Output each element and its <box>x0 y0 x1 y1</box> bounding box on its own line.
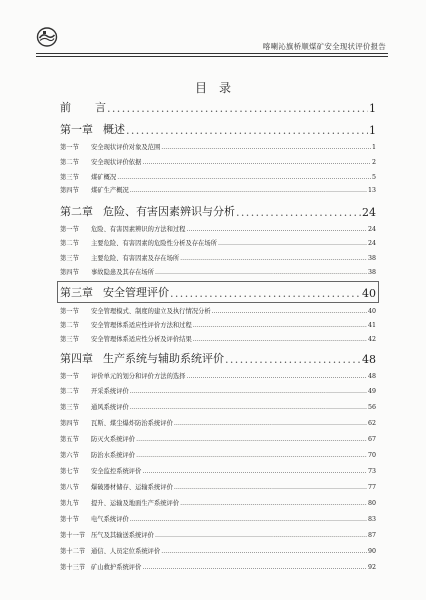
toc-leader <box>161 144 371 151</box>
toc-entry-title: 通风系统评价 <box>91 404 129 411</box>
toc-entry-title: 电气系统评价 <box>91 516 129 523</box>
toc-entry-title: 生产系统与辅助系统评价 <box>103 352 224 365</box>
toc-entry-section[interactable] <box>60 402 376 411</box>
toc-leader <box>142 468 367 475</box>
toc-entry-num: 第四节 <box>60 269 79 276</box>
toc-leader <box>180 500 367 507</box>
toc-leader <box>155 269 367 276</box>
toc-entry-title: 安全现状评价依据 <box>91 159 142 166</box>
toc-entry-page: 48 <box>362 353 376 366</box>
toc-entry-title: 矿山救护系统评价 <box>91 564 142 571</box>
toc-entry-section[interactable] <box>60 238 376 247</box>
toc-entry-title: 安全管理体系适应性评价方法和过程 <box>91 322 192 329</box>
toc-entry-page: 87 <box>367 532 376 539</box>
toc-entry-page: 83 <box>367 516 376 523</box>
toc-entry-num: 第九节 <box>60 500 79 507</box>
toc-entry-section[interactable] <box>60 371 376 380</box>
toc-entry-num: 第一节 <box>60 308 79 315</box>
toc-entry-page: 5 <box>371 174 376 181</box>
toc-entry-page: 13 <box>367 187 376 194</box>
toc-leader <box>225 353 361 366</box>
toc-entry-title: 安全监控系统评价 <box>91 468 142 475</box>
toc-leader <box>155 532 367 539</box>
toc-entry-title: 言 <box>95 101 106 114</box>
toc-entry-num: 第五节 <box>60 436 79 443</box>
toc-entry-page: 77 <box>367 484 376 491</box>
toc-entry-page: 73 <box>367 468 376 475</box>
toc-leader <box>142 159 371 166</box>
toc-entry-title: 开采系统评价 <box>91 388 129 395</box>
toc-entry-section[interactable] <box>60 386 376 395</box>
toc-entry-num: 第二节 <box>60 240 79 247</box>
toc-entry-section[interactable] <box>60 267 376 276</box>
toc-entry-num: 第三节 <box>60 404 79 411</box>
toc-entry-section[interactable] <box>60 157 376 166</box>
toc-entry-page: 41 <box>367 322 376 329</box>
toc-entry-page: 24 <box>362 206 376 219</box>
toc-entry-num: 第八节 <box>60 484 79 491</box>
toc-entry-chapter-3[interactable] <box>60 284 376 300</box>
toc-entry-page: 70 <box>367 452 376 459</box>
toc-leader <box>161 548 367 555</box>
header-rule <box>36 53 388 54</box>
toc-entry-page: 56 <box>367 404 376 411</box>
toc-leader <box>130 187 367 194</box>
toc-leader <box>186 373 367 380</box>
toc-entry-num: 第二节 <box>60 388 79 395</box>
toc-entry-section[interactable] <box>60 418 376 427</box>
toc-entry-title: 危险、有害因素辨识与分析 <box>103 205 235 218</box>
toc-entry-page: 40 <box>367 308 376 315</box>
toc-entry-section[interactable] <box>60 450 376 459</box>
toc-leader <box>130 388 367 395</box>
toc-entry-section[interactable] <box>60 306 376 315</box>
toc-entry-page: 67 <box>367 436 376 443</box>
toc-entry-title: 提升、运输及地面生产系统评价 <box>91 500 180 507</box>
toc-entry-num: 第一章 <box>60 123 93 136</box>
toc-leader <box>193 322 367 329</box>
toc-entry-num: 第一节 <box>60 226 79 233</box>
toc-entry-page: 1 <box>371 144 376 151</box>
toc-leader <box>212 308 367 315</box>
toc-entry-page: 80 <box>367 500 376 507</box>
toc-entry-chapter-2[interactable] <box>60 203 376 219</box>
toc-leader <box>170 287 361 300</box>
header-title: 喀喇沁旗桥顺煤矿安全现状评价报告 <box>262 42 386 51</box>
toc-entry-chapter-4[interactable] <box>60 350 376 366</box>
toc-leader <box>126 124 368 137</box>
toc-entry-title: 压气及其输送系统评价 <box>91 532 154 539</box>
toc-entry-num: 第三节 <box>60 255 79 262</box>
toc-entry-title: 防灭火系统评价 <box>91 436 136 443</box>
toc-entry-section[interactable] <box>60 530 376 539</box>
toc-entry-page: 90 <box>367 548 376 555</box>
toc-entry-page: 2 <box>371 159 376 166</box>
toc-entry-title: 主要危险、有害因素及存在场所 <box>91 255 180 262</box>
toc-entry-page: 1 <box>369 124 376 137</box>
toc-entry-title: 煤矿概况 <box>91 174 117 181</box>
toc-entry-page: 40 <box>362 287 376 300</box>
toc-entry-title: 安全现状评价对象及范围 <box>91 144 161 151</box>
toc-entry-page: 62 <box>367 420 376 427</box>
toc-entry-num: 第十三节 <box>60 564 86 571</box>
toc-leader <box>136 452 367 459</box>
toc-leader <box>218 240 367 247</box>
toc-entry-title: 瓦斯、煤尘爆炸防治系统评价 <box>91 420 173 427</box>
toc-entry-title: 评价单元的划分和评价方法的选择 <box>91 373 186 380</box>
toc-entry-num: 第四节 <box>60 187 79 194</box>
toc-entry-page: 24 <box>367 226 376 233</box>
toc-entry-num: 前 <box>60 101 71 114</box>
toc-leader <box>117 174 371 181</box>
toc-leader <box>136 436 367 443</box>
toc-entry-section[interactable] <box>60 466 376 475</box>
toc-entry-section[interactable] <box>60 498 376 507</box>
toc-entry-page: 92 <box>367 564 376 571</box>
toc-entry-section[interactable] <box>60 224 376 233</box>
toc-entry-section[interactable] <box>60 546 376 555</box>
header-rule-thin <box>36 56 388 57</box>
toc-entry-section[interactable] <box>60 514 376 523</box>
toc-entry-page: 24 <box>367 240 376 247</box>
toc-entry-page: 38 <box>367 255 376 262</box>
toc-entry-title: 事故隐患及其存在场所 <box>91 269 154 276</box>
toc-entry-page: 49 <box>367 388 376 395</box>
toc-entry-chapter-1[interactable] <box>60 121 376 137</box>
toc-entry-page: 42 <box>367 336 376 343</box>
toc-entry-section[interactable] <box>60 562 376 571</box>
toc-entry-page: 48 <box>367 373 376 380</box>
toc-leader <box>236 206 361 219</box>
toc-leader <box>130 516 367 523</box>
toc-entry-num: 第一节 <box>60 373 79 380</box>
toc-title: 目录 <box>194 81 243 95</box>
toc-leader <box>107 102 368 115</box>
toc-entry-section[interactable] <box>60 320 376 329</box>
toc-leader <box>174 484 367 491</box>
toc-entry-num: 第四节 <box>60 420 79 427</box>
toc-entry-num: 第六节 <box>60 452 79 459</box>
toc-entry-num: 第三节 <box>60 174 79 181</box>
toc-entry-section[interactable] <box>60 142 376 151</box>
toc-entry-num: 第二节 <box>60 159 79 166</box>
toc-entry-section[interactable] <box>60 185 376 194</box>
toc-entry-section[interactable] <box>60 172 376 181</box>
toc-entry-title: 安全管理模式、制度的建立及执行情况分析 <box>91 308 211 315</box>
toc-entry-num: 第十二节 <box>60 548 86 555</box>
toc-entry-title: 主要危险、有害因素的危险性分析及存在场所 <box>91 240 217 247</box>
toc-entry-title: 防治水系统评价 <box>91 452 136 459</box>
toc-leader <box>180 255 367 262</box>
toc-entry-title: 危险、有害因素辨识的方法和过程 <box>91 226 186 233</box>
toc-entry-page: 1 <box>369 102 376 115</box>
toc-entry-title: 概述 <box>103 123 125 136</box>
toc-entry-section[interactable] <box>60 434 376 443</box>
toc-entry-num: 第二章 <box>60 205 93 218</box>
toc-entry-section[interactable] <box>60 482 376 491</box>
toc-entry-num: 第一节 <box>60 144 79 151</box>
toc-leader <box>174 420 367 427</box>
toc-entry-title: 煤矿生产概况 <box>91 187 129 194</box>
toc-leader <box>186 226 367 233</box>
toc-entry-title: 安全管理评价 <box>103 286 169 299</box>
toc-entry-title: 通信、人员定位系统评价 <box>91 548 161 555</box>
toc-entry-page: 38 <box>367 269 376 276</box>
toc-entry-num: 第七节 <box>60 468 79 475</box>
toc-entry-section[interactable] <box>60 253 376 262</box>
company-logo-icon <box>36 26 58 48</box>
toc-entry-section[interactable] <box>60 334 376 343</box>
toc-leader <box>130 404 367 411</box>
toc-entry-num: 第十一节 <box>60 532 86 539</box>
toc-entry-num: 第三章 <box>60 286 93 299</box>
toc-entry-num: 第十节 <box>60 516 79 523</box>
toc-entry-preface[interactable] <box>60 99 376 115</box>
toc-entry-num: 第四章 <box>60 352 93 365</box>
toc-entry-num: 第三节 <box>60 336 79 343</box>
toc-entry-title: 安全管理体系适应性分析及评价结果 <box>91 336 192 343</box>
toc-leader <box>193 336 367 343</box>
toc-entry-title: 爆破器材储存、运输系统评价 <box>91 484 173 491</box>
toc-leader <box>142 564 367 571</box>
toc-entry-num: 第二节 <box>60 322 79 329</box>
